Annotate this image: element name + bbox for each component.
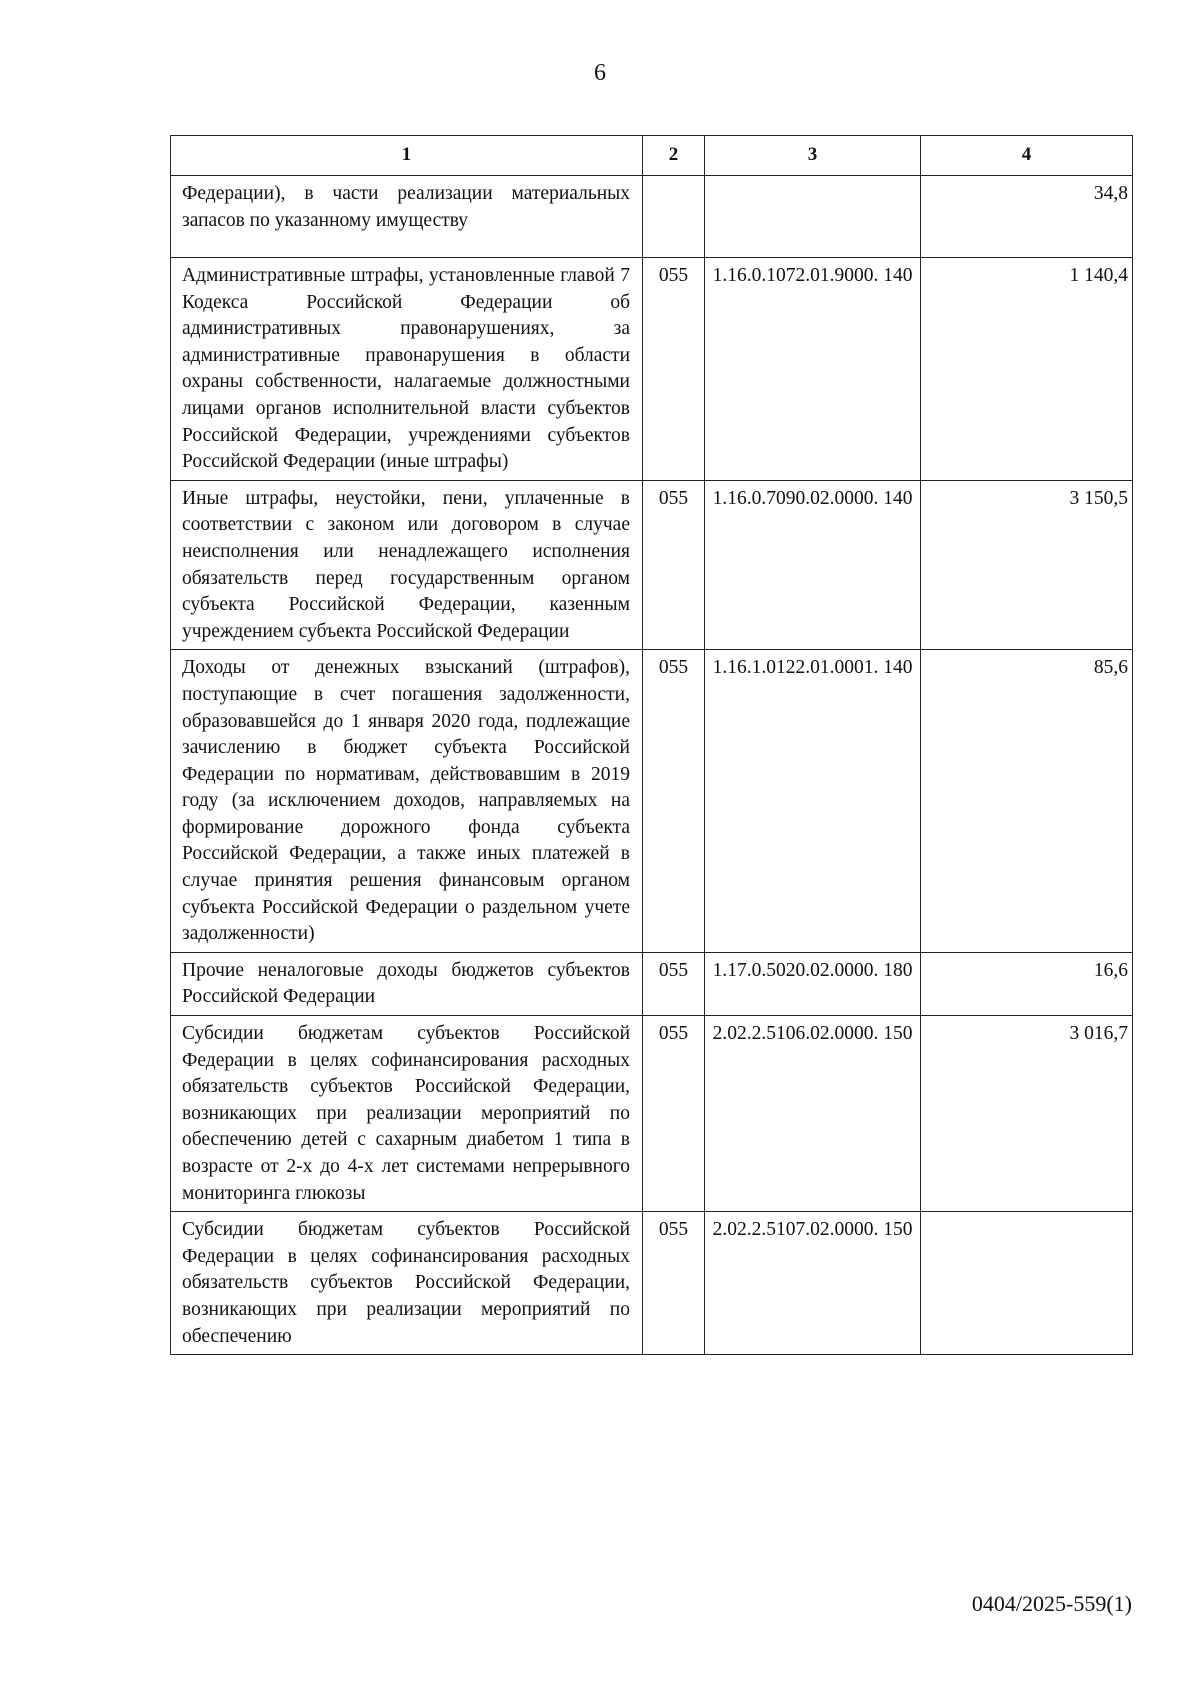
table-row bbox=[171, 952, 1133, 1015]
row-chapter-code: 055 bbox=[643, 1016, 705, 1212]
row-description: Прочие неналоговые доходы бюджетов субъектов Российской Федерации bbox=[171, 952, 643, 1015]
row-chapter-code: 055 bbox=[643, 480, 705, 650]
page-number: 6 bbox=[594, 60, 606, 86]
column-header-4: 4 bbox=[921, 136, 1133, 176]
row-chapter-code: 055 bbox=[643, 952, 705, 1015]
table-row bbox=[171, 176, 1133, 258]
row-amount: 1 140,4 bbox=[921, 258, 1133, 481]
row-amount: 3 150,5 bbox=[921, 480, 1133, 650]
row-description: Субсидии бюджетам субъектов Российской Федерации в целях софинансирования расходных обязательств субъектов Российской Федерации, возникающих при реализации мероприятий по обеспечению bbox=[171, 1212, 643, 1355]
row-classification-code: 1.17.0.5020.02.0000. 180 bbox=[705, 952, 921, 1015]
row-classification-code: 2.02.2.5106.02.0000. 150 bbox=[705, 1016, 921, 1212]
row-amount bbox=[921, 1212, 1133, 1355]
row-description: Иные штрафы, неустойки, пени, уплаченные в соответствии с законом или договором в случае неисполнения или ненадлежащего исполнения обязательств перед государственным органом субъекта Российской Федерации, казенным учреждением субъекта Российской Федерации bbox=[171, 480, 643, 650]
column-header-1: 1 bbox=[171, 136, 643, 176]
row-chapter-code bbox=[643, 176, 705, 258]
table-row bbox=[171, 650, 1133, 953]
row-amount: 3 016,7 bbox=[921, 1016, 1133, 1212]
row-classification-code: 1.16.0.7090.02.0000. 140 bbox=[705, 480, 921, 650]
column-header-2: 2 bbox=[643, 136, 705, 176]
table-header-row bbox=[171, 136, 1133, 176]
column-header-3: 3 bbox=[705, 136, 921, 176]
revenue-table bbox=[170, 135, 1133, 1355]
row-amount: 34,8 bbox=[921, 176, 1133, 258]
row-classification-code: 1.16.0.1072.01.9000. 140 bbox=[705, 258, 921, 481]
row-description: Доходы от денежных взысканий (штрафов), поступающие в счет погашения задолженности, образовавшейся до 1 января 2020 года, подлежащие зачислению в бюджет субъекта Российской Федерации по нормативам, действовавшим в 2019 году (за исключением доходов, направляемых на формирование дорожного фонда субъекта Российской Федерации, а также иных платежей в случае принятия решения финансовым органом субъекта Российской Федерации о раздельном учете задолженности) bbox=[171, 650, 643, 953]
row-description: Административные штрафы, установленные главой 7 Кодекса Российской Федерации об административных правонарушениях, за административные правонарушения в области охраны собственности, налагаемые должностными лицами органов исполнительной власти субъектов Российской Федерации, учреждениями субъектов Российской Федерации (иные штрафы) bbox=[171, 258, 643, 481]
row-classification-code: 2.02.2.5107.02.0000. 150 bbox=[705, 1212, 921, 1355]
table-row bbox=[171, 258, 1133, 481]
row-description: Федерации), в части реализации материальных запасов по указанному имуществу bbox=[171, 176, 643, 258]
row-chapter-code: 055 bbox=[643, 1212, 705, 1355]
row-classification-code: 1.16.1.0122.01.0001. 140 bbox=[705, 650, 921, 953]
row-amount: 85,6 bbox=[921, 650, 1133, 953]
row-chapter-code: 055 bbox=[643, 258, 705, 481]
table-row bbox=[171, 480, 1133, 650]
table-row bbox=[171, 1016, 1133, 1212]
row-classification-code bbox=[705, 176, 921, 258]
document-number: 0404/2025-559(1) bbox=[971, 1591, 1132, 1616]
row-amount: 16,6 bbox=[921, 952, 1133, 1015]
table-row bbox=[171, 1212, 1133, 1355]
row-chapter-code: 055 bbox=[643, 650, 705, 953]
row-description: Субсидии бюджетам субъектов Российской Федерации в целях софинансирования расходных обязательств субъектов Российской Федерации, возникающих при реализации мероприятий по обеспечению детей с сахарным диабетом 1 типа в возрасте от 2-х до 4-х лет системами непрерывного мониторинга глюкозы bbox=[171, 1016, 643, 1212]
